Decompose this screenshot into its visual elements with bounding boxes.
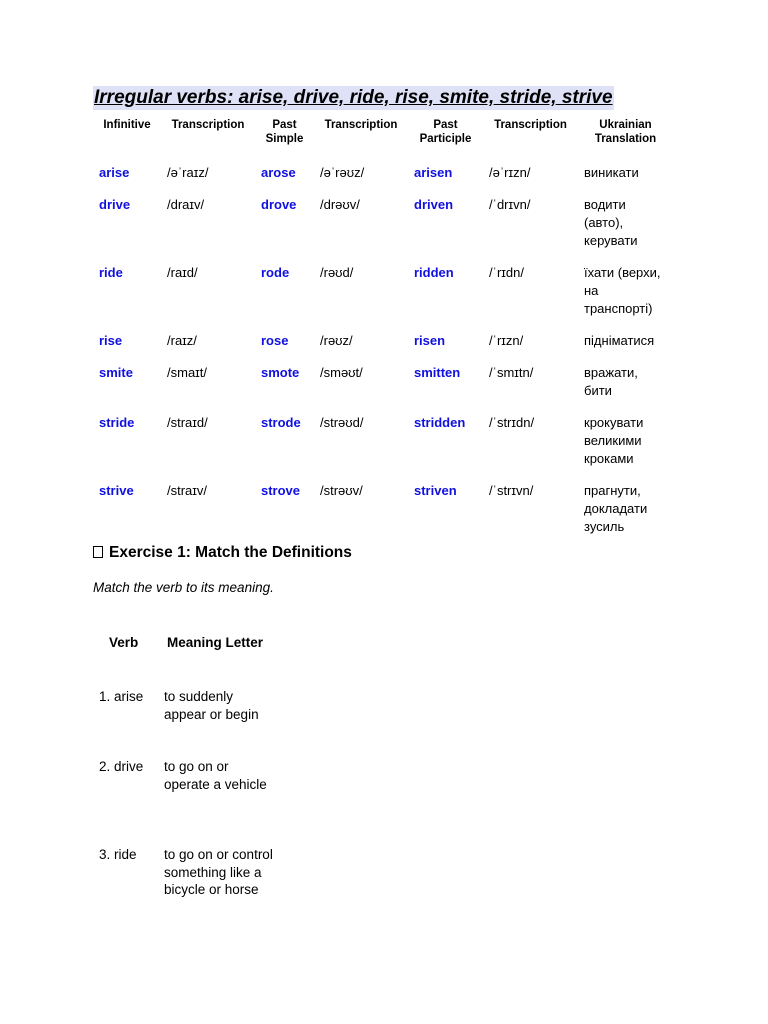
exercise-instruction: Match the verb to its meaning. — [93, 580, 274, 595]
transcription-cell: /raɪd/ — [167, 265, 198, 280]
col-header-transcription: Transcription — [324, 119, 398, 131]
past-simple-cell: smote — [261, 365, 300, 380]
exercise-item-verb: 1. arise — [99, 689, 144, 704]
past-participle-cell: ridden — [414, 265, 454, 280]
infinitive-cell: rise — [99, 333, 123, 348]
transcription-cell: /strəʊv/ — [320, 483, 363, 498]
transcription-cell: /rəʊd/ — [320, 265, 354, 280]
infinitive-cell: ride — [99, 265, 123, 280]
past-participle-cell: stridden — [414, 415, 466, 430]
past-participle-cell: risen — [414, 333, 446, 348]
verb-column-header: Verb — [109, 635, 139, 650]
table-row — [93, 330, 673, 362]
table-row — [93, 362, 673, 412]
table-row — [93, 412, 673, 480]
table-row — [93, 480, 673, 548]
col-header-infinitive: Infinitive — [103, 119, 151, 131]
transcription-cell: /ˈstrɪvn/ — [489, 483, 534, 498]
meaning-column-header: Meaning Letter — [167, 635, 264, 650]
translation-cell: виникати — [584, 165, 639, 180]
past-simple-cell: rode — [261, 265, 290, 280]
past-participle-cell: striven — [414, 483, 457, 498]
transcription-cell: /straɪd/ — [167, 415, 208, 430]
col-header-translation: Ukrainian Translation — [594, 119, 657, 145]
transcription-cell: /sməʊt/ — [320, 365, 363, 380]
infinitive-cell: arise — [99, 165, 130, 180]
past-simple-cell: strode — [261, 415, 301, 430]
table-row — [93, 194, 673, 262]
exercise-item-verb: 3. ride — [99, 847, 137, 862]
transcription-cell: /drəʊv/ — [320, 197, 360, 212]
exercise-item-verb: 2. drive — [99, 759, 144, 774]
past-participle-cell: smitten — [414, 365, 461, 380]
transcription-cell: /straɪv/ — [167, 483, 208, 498]
transcription-cell: /ˈrɪdn/ — [489, 265, 524, 280]
page-title: Irregular verbs: arise, drive, ride, rise, smite, stride, strive — [94, 87, 613, 108]
exercise-item-meaning: to go on or control something like a bicycle or horse — [164, 847, 273, 897]
infinitive-cell: stride — [99, 415, 135, 430]
translation-cell: їхати (верхи, на транспорті) — [584, 265, 661, 316]
table-row — [93, 162, 673, 194]
table-row — [93, 262, 673, 330]
transcription-cell: /rəʊz/ — [320, 333, 353, 348]
translation-cell: водити (авто), керувати — [584, 197, 638, 248]
past-simple-cell: rose — [261, 333, 289, 348]
past-simple-cell: arose — [261, 165, 296, 180]
transcription-cell: /əˈrəʊz/ — [320, 165, 365, 180]
transcription-cell: /raɪz/ — [167, 333, 197, 348]
transcription-cell: /draɪv/ — [167, 197, 205, 212]
table-header-row — [93, 116, 673, 162]
transcription-cell: /ˈstrɪdn/ — [489, 415, 535, 430]
translation-cell: крокувати великими кроками — [584, 415, 644, 466]
transcription-cell: /ˈdrɪvn/ — [489, 197, 531, 212]
exercise-item-meaning: to go on or operate a vehicle — [164, 759, 267, 792]
transcription-cell: /smaɪt/ — [167, 365, 208, 380]
transcription-cell: /əˈrɪzn/ — [489, 165, 531, 180]
transcription-cell: /ˈsmɪtn/ — [489, 365, 534, 380]
past-simple-cell: strove — [261, 483, 301, 498]
transcription-cell: /strəʊd/ — [320, 415, 364, 430]
translation-cell: підніматися — [584, 333, 655, 348]
transcription-cell: /ˈrɪzn/ — [489, 333, 524, 348]
past-participle-cell: driven — [414, 197, 454, 212]
col-header-transcription: Transcription — [171, 119, 245, 131]
exercise-heading-text: Exercise 1: Match the Definitions — [109, 544, 352, 561]
translation-cell: вражати, бити — [584, 365, 638, 398]
past-participle-cell: arisen — [414, 165, 453, 180]
col-header-past-simple: Past Simple — [265, 119, 304, 145]
verbs-table — [93, 116, 673, 548]
infinitive-cell: smite — [99, 365, 133, 380]
infinitive-cell: strive — [99, 483, 134, 498]
col-header-transcription: Transcription — [494, 119, 567, 131]
past-simple-cell: drove — [261, 197, 297, 212]
col-header-past-participle: Past Participle — [419, 119, 472, 145]
translation-cell: прагнути, докладати зусиль — [584, 483, 648, 534]
exercise-heading — [93, 544, 352, 562]
transcription-cell: /əˈraɪz/ — [167, 165, 209, 180]
infinitive-cell: drive — [99, 197, 131, 212]
exercise-item-meaning: to suddenly appear or begin — [164, 689, 259, 722]
checkbox-icon — [93, 546, 103, 558]
